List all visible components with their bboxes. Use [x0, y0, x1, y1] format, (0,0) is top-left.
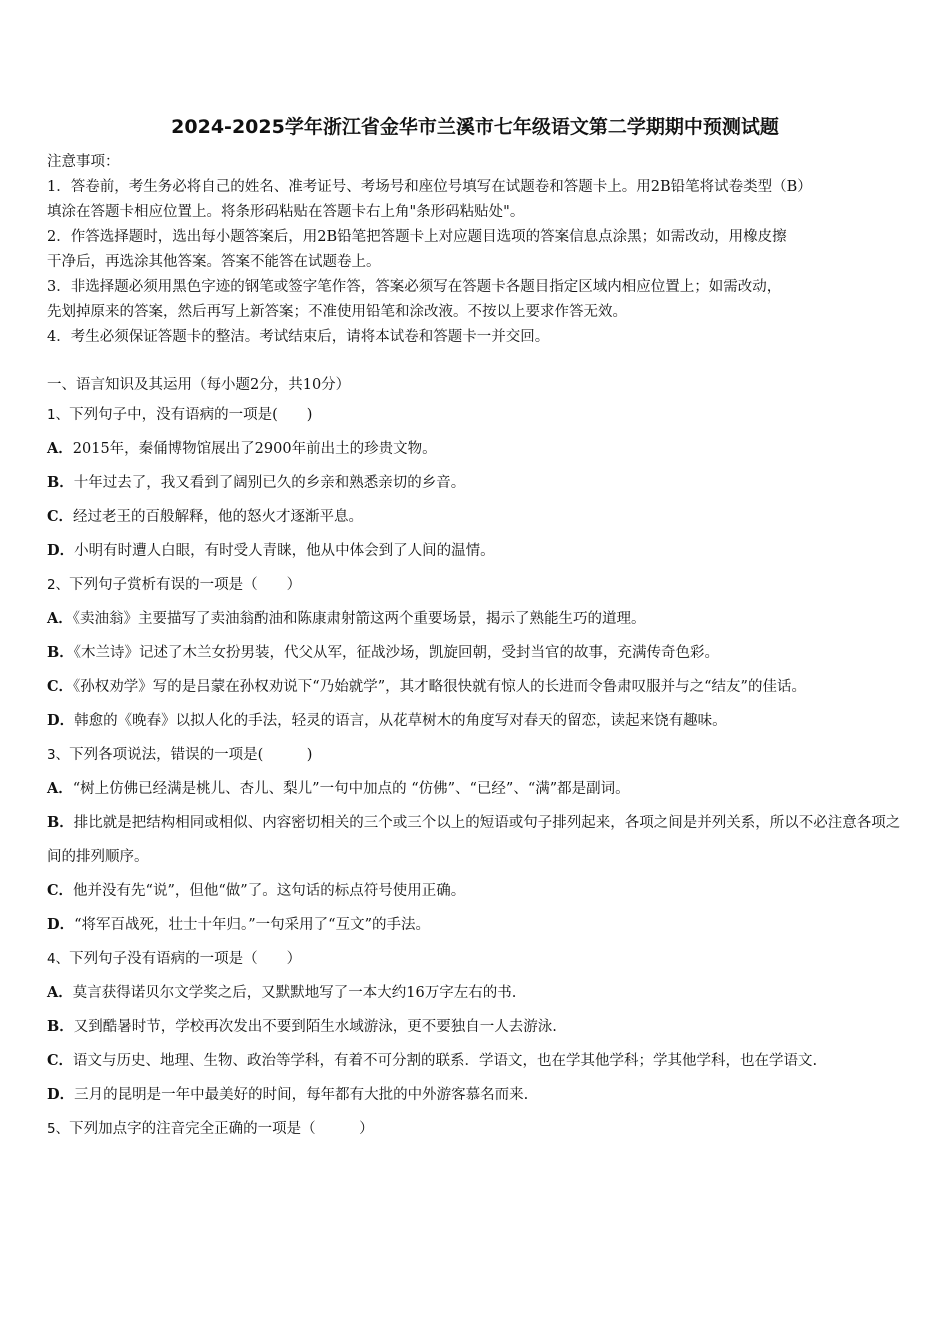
- option-text: “树上仿佛已经满是桃儿、杏儿、梨儿”一句中加点的 “仿佛”、“已经”、“满”都是副词。: [72, 781, 630, 797]
- question-text: 下列加点字的注音完全正确的一项是（ ）: [69, 1121, 374, 1137]
- answer-option: [47, 432, 907, 466]
- notice-line: 2．作答选择题时，选出每小题答案后，用2B铅笔把答题卡上对应题目选项的答案信息点涂黑；如需改动，用橡皮擦: [47, 229, 787, 245]
- answer-option: [47, 704, 907, 738]
- question-number: 3、: [47, 747, 70, 763]
- option-letter: C．: [47, 678, 74, 695]
- question-number: 4、: [47, 951, 70, 967]
- page-title: 2024-2025学年浙江省金华市兰溪市七年级语文第二学期期中预测试题: [171, 116, 779, 138]
- option-text: 经过老王的百般解释，他的怒火才逐渐平息。: [73, 509, 364, 525]
- option-letter: D．: [47, 1086, 75, 1103]
- answer-option: [47, 670, 907, 704]
- answer-option: [47, 874, 907, 908]
- question-stem: [47, 568, 907, 602]
- answer-option: [47, 602, 907, 636]
- question-number: 5、: [47, 1121, 70, 1137]
- section-heading: 一、语言知识及其运用（每小题2分，共10分）: [47, 377, 351, 393]
- answer-option: [47, 466, 907, 500]
- answer-option: [47, 534, 907, 568]
- question-text: 下列各项说法，错误的一项是( ): [69, 747, 313, 763]
- question-text: 下列句子没有语病的一项是（ ）: [69, 951, 302, 967]
- notice-line: 填涂在答题卡相应位置上。将条形码粘贴在答题卡右上角"条形码粘贴处"。: [47, 204, 525, 220]
- option-letter: D．: [47, 916, 75, 933]
- answer-option: [47, 1078, 907, 1112]
- option-letter: B．: [47, 644, 74, 661]
- option-text: “将军百战死，壮士十年归。”一句采用了“互文”的手法。: [74, 917, 430, 933]
- notice-line: 1．答卷前，考生务必将自己的姓名、准考证号、考场号和座位号填写在试题卷和答题卡上。用2B铅笔将试卷类型（B）: [47, 179, 812, 195]
- option-letter: D．: [47, 712, 75, 729]
- answer-option: [47, 806, 907, 874]
- option-text: 他并没有先“说”，但他“做”了。这句话的标点符号使用正确。: [73, 883, 466, 899]
- answer-option: [47, 976, 907, 1010]
- question-number: 2、: [47, 577, 70, 593]
- question-stem: [47, 738, 907, 772]
- answer-option: [47, 500, 907, 534]
- option-text: 韩愈的《晚春》以拟人化的手法，轻灵的语言，从花草树木的角度写对春天的留恋，读起来饶有趣味。: [74, 713, 727, 729]
- option-text: 莫言获得诺贝尔文学奖之后，又默默地写了一本大约16万字左右的书.: [72, 985, 517, 1001]
- option-letter: A．: [47, 440, 73, 457]
- answer-option: [47, 636, 907, 670]
- option-text: 2015年，秦俑博物馆展出了2900年前出土的珍贵文物。: [72, 441, 437, 457]
- option-text: 《卖油翁》主要描写了卖油翁酌油和陈康肃射箭这两个重要场景，揭示了熟能生巧的道理。: [72, 611, 646, 627]
- answer-option: [47, 1010, 907, 1044]
- option-text: 《木兰诗》记述了木兰女扮男装，代父从军，征战沙场，凯旋回朝，受封当官的故事，充满传奇色彩。: [73, 645, 720, 661]
- answer-option: [47, 772, 907, 806]
- option-letter: B．: [47, 814, 74, 831]
- option-letter: B．: [47, 474, 74, 491]
- question-number: 1、: [47, 407, 70, 423]
- option-text: 又到酷暑时节，学校再次发出不要到陌生水域游泳，更不要独自一人去游泳.: [73, 1019, 557, 1035]
- notice-line: 3．非选择题必须用黑色字迹的钢笔或签字笔作答，答案必须写在答题卡各题目指定区域内相应位置上；如需改动，: [47, 279, 782, 295]
- question-stem: [47, 398, 907, 432]
- option-letter: A．: [47, 780, 73, 797]
- notice-line: 4．考生必须保证答题卡的整洁。考试结束后，请将本试卷和答题卡一并交回。: [47, 329, 550, 345]
- questions-block: [47, 373, 907, 1146]
- option-text: 小明有时遭人白眼，有时受人青睐，他从中体会到了人间的温情。: [74, 543, 495, 559]
- option-letter: D．: [47, 542, 75, 559]
- question-text: 下列句子中，没有语病的一项是( ): [69, 407, 313, 423]
- option-letter: B．: [47, 1018, 74, 1035]
- option-text: 排比就是把结构相同或相似、内容密切相关的三个或三个以上的短语或句子排列起来，各项之间是并列关系，所以不必注意各项之间的排列顺序。: [47, 815, 901, 865]
- option-text: 《孙权劝学》写的是吕蒙在孙权劝说下“乃始就学”，其才略很快就有惊人的长进而令鲁肃叹服并与之“结友”的佳话。: [73, 679, 806, 695]
- notice-block: [47, 150, 907, 350]
- question-stem: [47, 942, 907, 976]
- option-letter: A．: [47, 984, 73, 1001]
- option-letter: C．: [47, 1052, 74, 1069]
- question-text: 下列句子赏析有误的一项是（ ）: [69, 577, 302, 593]
- option-text: 语文与历史、地理、生物、政治等学科，有着不可分割的联系．学语文，也在学其他学科；学其他学科，也在学语文.: [73, 1053, 818, 1069]
- answer-option: [47, 908, 907, 942]
- notice-line: 干净后，再选涂其他答案。答案不能答在试题卷上。: [47, 254, 381, 270]
- option-letter: C．: [47, 508, 74, 525]
- answer-option: [47, 1044, 907, 1078]
- notice-heading: 注意事项：: [47, 154, 120, 170]
- option-letter: C．: [47, 882, 74, 899]
- option-text: 三月的昆明是一年中最美好的时间，每年都有大批的中外游客慕名而来.: [74, 1087, 529, 1103]
- option-text: 十年过去了，我又看到了阔别已久的乡亲和熟悉亲切的乡音。: [73, 475, 466, 491]
- notice-line: 先划掉原来的答案，然后再写上新答案；不准使用铅笔和涂改液。不按以上要求作答无效。: [47, 304, 627, 320]
- option-letter: A．: [47, 610, 73, 627]
- question-stem: [47, 1112, 907, 1146]
